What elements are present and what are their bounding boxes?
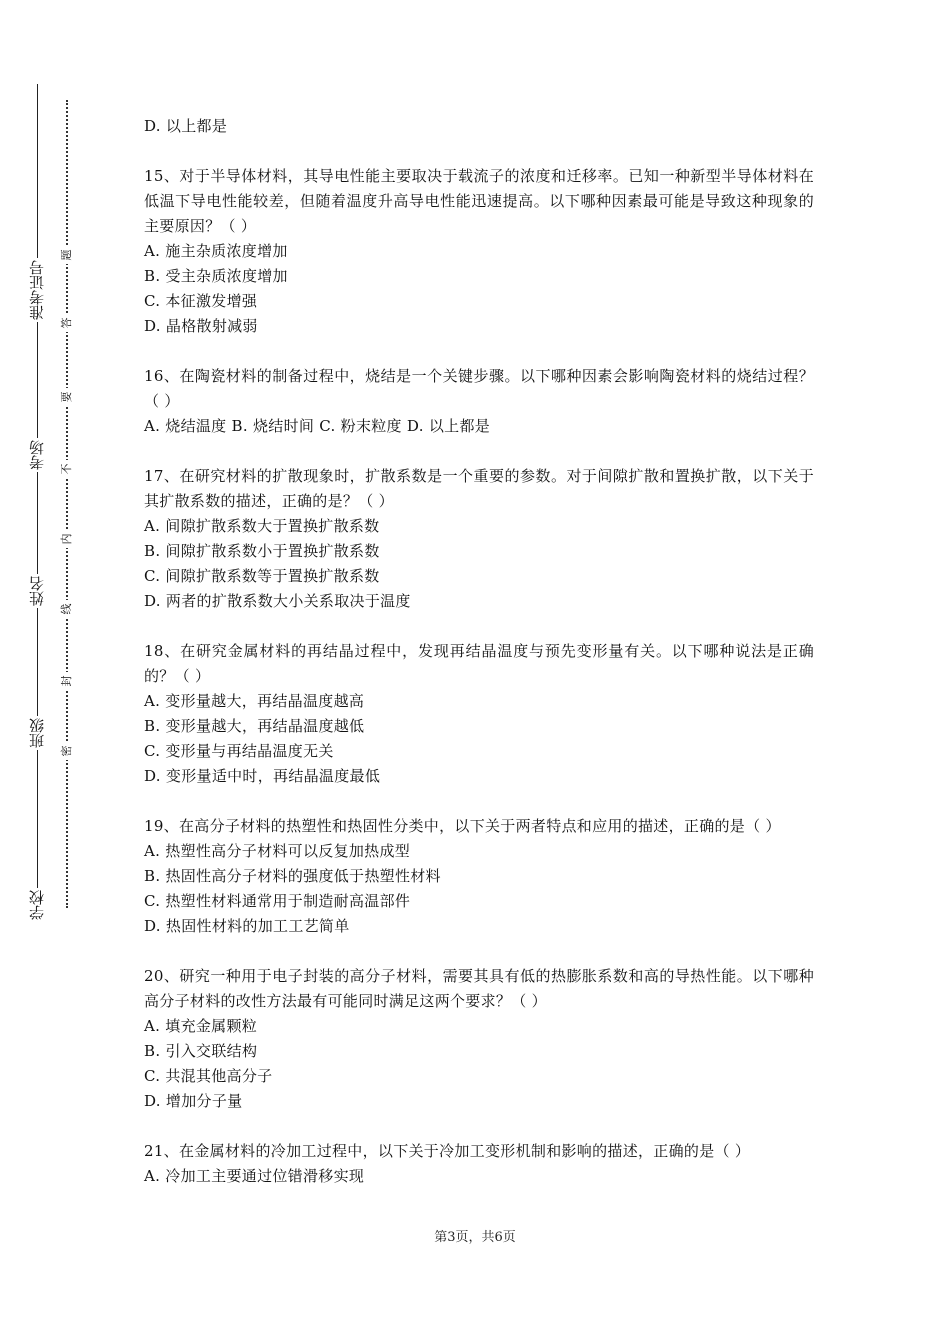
question-stem: 15、对于半导体材料，其导电性能主要取决于载流子的浓度和迁移率。已知一种新型半导体材料在低温下导电性能较差，但随着温度升高导电性能迅速提高。以下哪种因素最可能是导致这种现象的主要原因？（ ）	[144, 167, 814, 235]
option-text: A. 施主杂质浓度增加	[144, 242, 288, 260]
option-text: D. 变形量适中时，再结晶温度最低	[144, 767, 381, 785]
binding-line	[37, 84, 38, 912]
question-19	[144, 814, 814, 939]
seal-char: 线	[58, 600, 76, 618]
question-stem: 18、在研究金属材料的再结晶过程中，发现再结晶温度与预先变形量有关。以下哪种说法是正确的？（ ）	[144, 642, 814, 685]
option-text: B. 受主杂质浓度增加	[144, 267, 288, 285]
seal-char: 要	[58, 388, 76, 406]
option-text: A. 变形量越大，再结晶温度越高	[144, 692, 365, 710]
question-15	[144, 164, 814, 339]
option-text: D. 晶格散射减弱	[144, 317, 258, 335]
option-text: B. 热固性高分子材料的强度低于热塑性材料	[144, 867, 441, 885]
option-text: B. 间隙扩散系数小于置换扩散系数	[144, 542, 380, 560]
seal-char: 不	[58, 460, 76, 478]
option-text: A. 填充金属颗粒	[144, 1017, 258, 1035]
seal-char: 封	[58, 672, 76, 690]
option-text: A. 热塑性高分子材料可以反复加热成型	[144, 842, 411, 860]
seal-dotted-line	[66, 100, 68, 908]
page-footer: 第3页，共6页	[434, 1230, 516, 1245]
question-21	[144, 1139, 814, 1189]
question-stem: 19、在高分子材料的热塑性和热固性分类中，以下关于两者特点和应用的描述，正确的是（ ）	[144, 817, 781, 835]
option-text: B. 变形量越大，再结晶温度越低	[144, 717, 365, 735]
option-text: C. 共混其他高分子	[144, 1067, 273, 1085]
option-text: C. 间隙扩散系数等于置换扩散系数	[144, 567, 380, 585]
option-text: D. 热固性材料的加工工艺简单	[144, 917, 350, 935]
option-text: A. 间隙扩散系数大于置换扩散系数	[144, 517, 380, 535]
option-text: A. 冷加工主要通过位错滑移实现	[144, 1167, 365, 1185]
binding-field-school: 学校	[24, 888, 50, 922]
question-stem: 20、研究一种用于电子封装的高分子材料，需要其具有低的热膨胀系数和高的导热性能。以下哪种高分子材料的改性方法最有可能同时满足这两个要求？（ ）	[144, 967, 814, 1010]
option-text: D. 增加分子量	[144, 1092, 243, 1110]
question-stem: 21、在金属材料的冷加工过程中，以下关于冷加工变形机制和影响的描述，正确的是（ ）	[144, 1142, 751, 1160]
option-text: C. 本征激发增强	[144, 292, 258, 310]
exam-content	[144, 114, 814, 1189]
option-text: C. 热塑性材料通常用于制造耐高温部件	[144, 892, 411, 910]
question-16	[144, 364, 814, 439]
question-20	[144, 964, 814, 1114]
seal-char: 答	[58, 314, 76, 332]
question-stem: 16、在陶瓷材料的制备过程中，烧结是一个关键步骤。以下哪种因素会影响陶瓷材料的烧结过程？（ ）	[144, 367, 814, 410]
seal-char: 内	[58, 530, 76, 548]
option-text: D. 以上都是	[144, 117, 228, 135]
binding-field-exam-number: 准考证号	[24, 258, 50, 322]
question-stem: 17、在研究材料的扩散现象时，扩散系数是一个重要的参数。对于间隙扩散和置换扩散，以下关于其扩散系数的描述，正确的是？（ ）	[144, 467, 814, 510]
option-text: C. 变形量与再结晶温度无关	[144, 742, 334, 760]
option-text: A. 烧结温度 B. 烧结时间 C. 粉末粒度 D. 以上都是	[144, 417, 491, 435]
binding-margin	[0, 0, 120, 1344]
binding-field-exam-room: 考场	[24, 438, 50, 472]
seal-char: 题	[58, 246, 76, 264]
option-text: B. 引入交联结构	[144, 1042, 258, 1060]
binding-field-class: 班级	[24, 716, 50, 750]
seal-char: 密	[58, 742, 76, 760]
binding-field-name: 姓名	[24, 574, 50, 608]
question-17	[144, 464, 814, 614]
question-18	[144, 639, 814, 789]
option-text: D. 两者的扩散系数大小关系取决于温度	[144, 592, 411, 610]
